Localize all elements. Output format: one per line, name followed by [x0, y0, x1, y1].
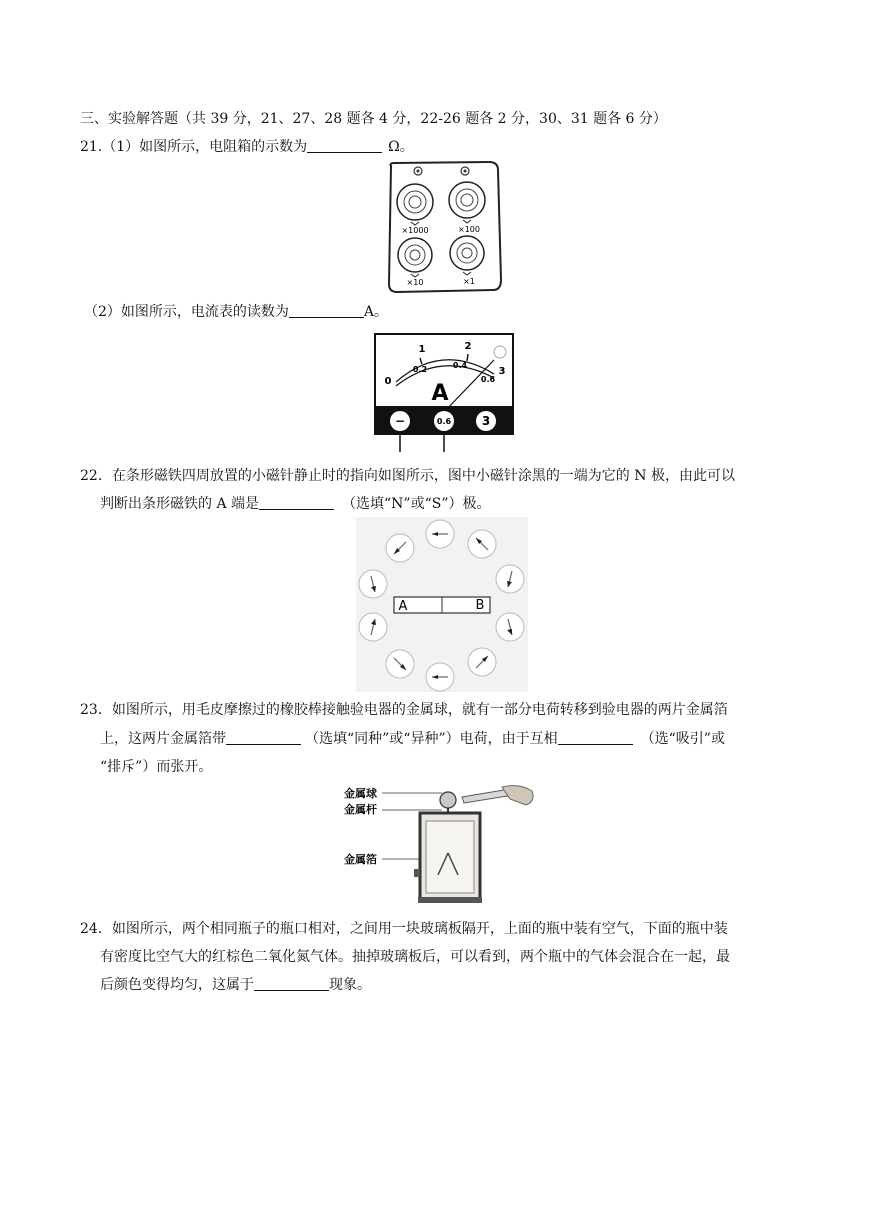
compass-8 [386, 650, 414, 678]
q23-line2-c: （选“吸引”或 [640, 731, 725, 747]
scale-bottom-0-4: 0.4 [452, 361, 468, 370]
section-heading: 三、实验解答题（共 39 分，21、27、28 题各 4 分，22-26 题各 2 分，30、31 题各 6 分） [80, 111, 667, 127]
q24-line3-after: 现象。 [329, 977, 371, 993]
compass-2 [386, 534, 414, 562]
ammeter-symbol: A [431, 381, 449, 406]
q22-blank[interactable] [259, 495, 334, 510]
q23-blank-2[interactable] [558, 730, 633, 745]
q24-blank[interactable] [254, 976, 329, 991]
terminal-3[interactable] [476, 411, 496, 431]
compass-10 [426, 663, 454, 691]
scale-top-1: 1 [418, 344, 426, 355]
dial-x1000-label: ×1000 [401, 226, 429, 235]
compass-1 [426, 520, 454, 548]
q21-part1 [80, 138, 414, 156]
q21-part2-text: （2）如图所示，电流表的读数为 [84, 304, 289, 320]
q23-line2-b: （选填“同种”或“异种”）电荷，由于互相 [305, 731, 558, 747]
magnet-compass-figure [356, 517, 528, 692]
compass-4 [359, 570, 387, 598]
q24-line1: 24．如图所示，两个相同瓶子的瓶口相对，之间用一块玻璃板隔开，上面的瓶中装有空气，下面的瓶中装 [80, 921, 728, 937]
compass-6 [359, 613, 387, 641]
svg-text:3: 3 [481, 414, 491, 428]
scale-top-2: 2 [464, 341, 472, 352]
dial-x1-label: ×1 [463, 277, 475, 286]
q24-line2: 有密度比空气大的红棕色二氧化氮气体。抽掉玻璃板后，可以看到，两个瓶中的气体会混合在一起，最 [100, 949, 730, 965]
label-metal-foil: 金属箔 [344, 853, 377, 866]
q21-part1-blank[interactable] [307, 138, 382, 153]
label-metal-ball: 金属球 [344, 787, 377, 800]
label-metal-rod: 金属杆 [344, 803, 377, 816]
q23-line3: “排斥”）而张开。 [100, 759, 213, 775]
scale-zero: 0 [384, 376, 392, 387]
compass-9 [468, 648, 496, 676]
electroscope-figure [342, 783, 542, 907]
magnet-label-a: A [398, 599, 408, 614]
q24-line3 [100, 976, 371, 994]
terminal-0-6[interactable] [434, 411, 454, 431]
q22-line2-text: 判断出条形磁铁的 A 端是 [100, 496, 260, 512]
compass-5 [496, 565, 524, 593]
scale-top-3: 3 [498, 366, 506, 377]
q24-line3-text: 后颜色变得均匀，这属于 [100, 977, 254, 993]
dial-x100-label: ×100 [458, 225, 480, 234]
scale-bottom-0-6: 0.6 [480, 375, 496, 384]
q22-line2-after: （选填“N”或“S”）极。 [342, 496, 491, 512]
compass-7 [496, 613, 524, 641]
dial-x10-label: ×10 [406, 278, 424, 287]
q21-part1-unit: Ω。 [388, 139, 414, 155]
q21-part2-blank[interactable] [289, 303, 364, 318]
q21-part2-unit: A。 [363, 304, 389, 320]
ammeter-figure [372, 332, 516, 454]
svg-text:0.6: 0.6 [436, 417, 452, 426]
magnet-label-b: B [475, 598, 485, 613]
q23-blank-1[interactable] [226, 730, 301, 745]
q23-line1: 23．如图所示，用毛皮摩擦过的橡胶棒接触验电器的金属球，就有一部分电荷转移到验电器的两片金属箔 [80, 702, 728, 718]
q21-part1-text: 21.（1）如图所示，电阻箱的示数为 [80, 139, 308, 155]
terminal-negative[interactable] [390, 411, 410, 431]
q23-line2-a: 上，这两片金属箔带 [100, 731, 226, 747]
q23-line2 [100, 730, 725, 748]
resistance-box-figure [385, 160, 503, 294]
q22-line1: 22．在条形磁铁四周放置的小磁针静止时的指向如图所示，图中小磁针涂黑的一端为它的 N 极，由此可以 [80, 468, 735, 484]
compass-3 [468, 530, 496, 558]
svg-text:−: − [394, 414, 406, 428]
q22-line2 [100, 495, 491, 513]
q21-part2 [84, 303, 388, 321]
metal-ball [440, 792, 456, 808]
scale-bottom-0-2: 0.2 [412, 365, 428, 374]
